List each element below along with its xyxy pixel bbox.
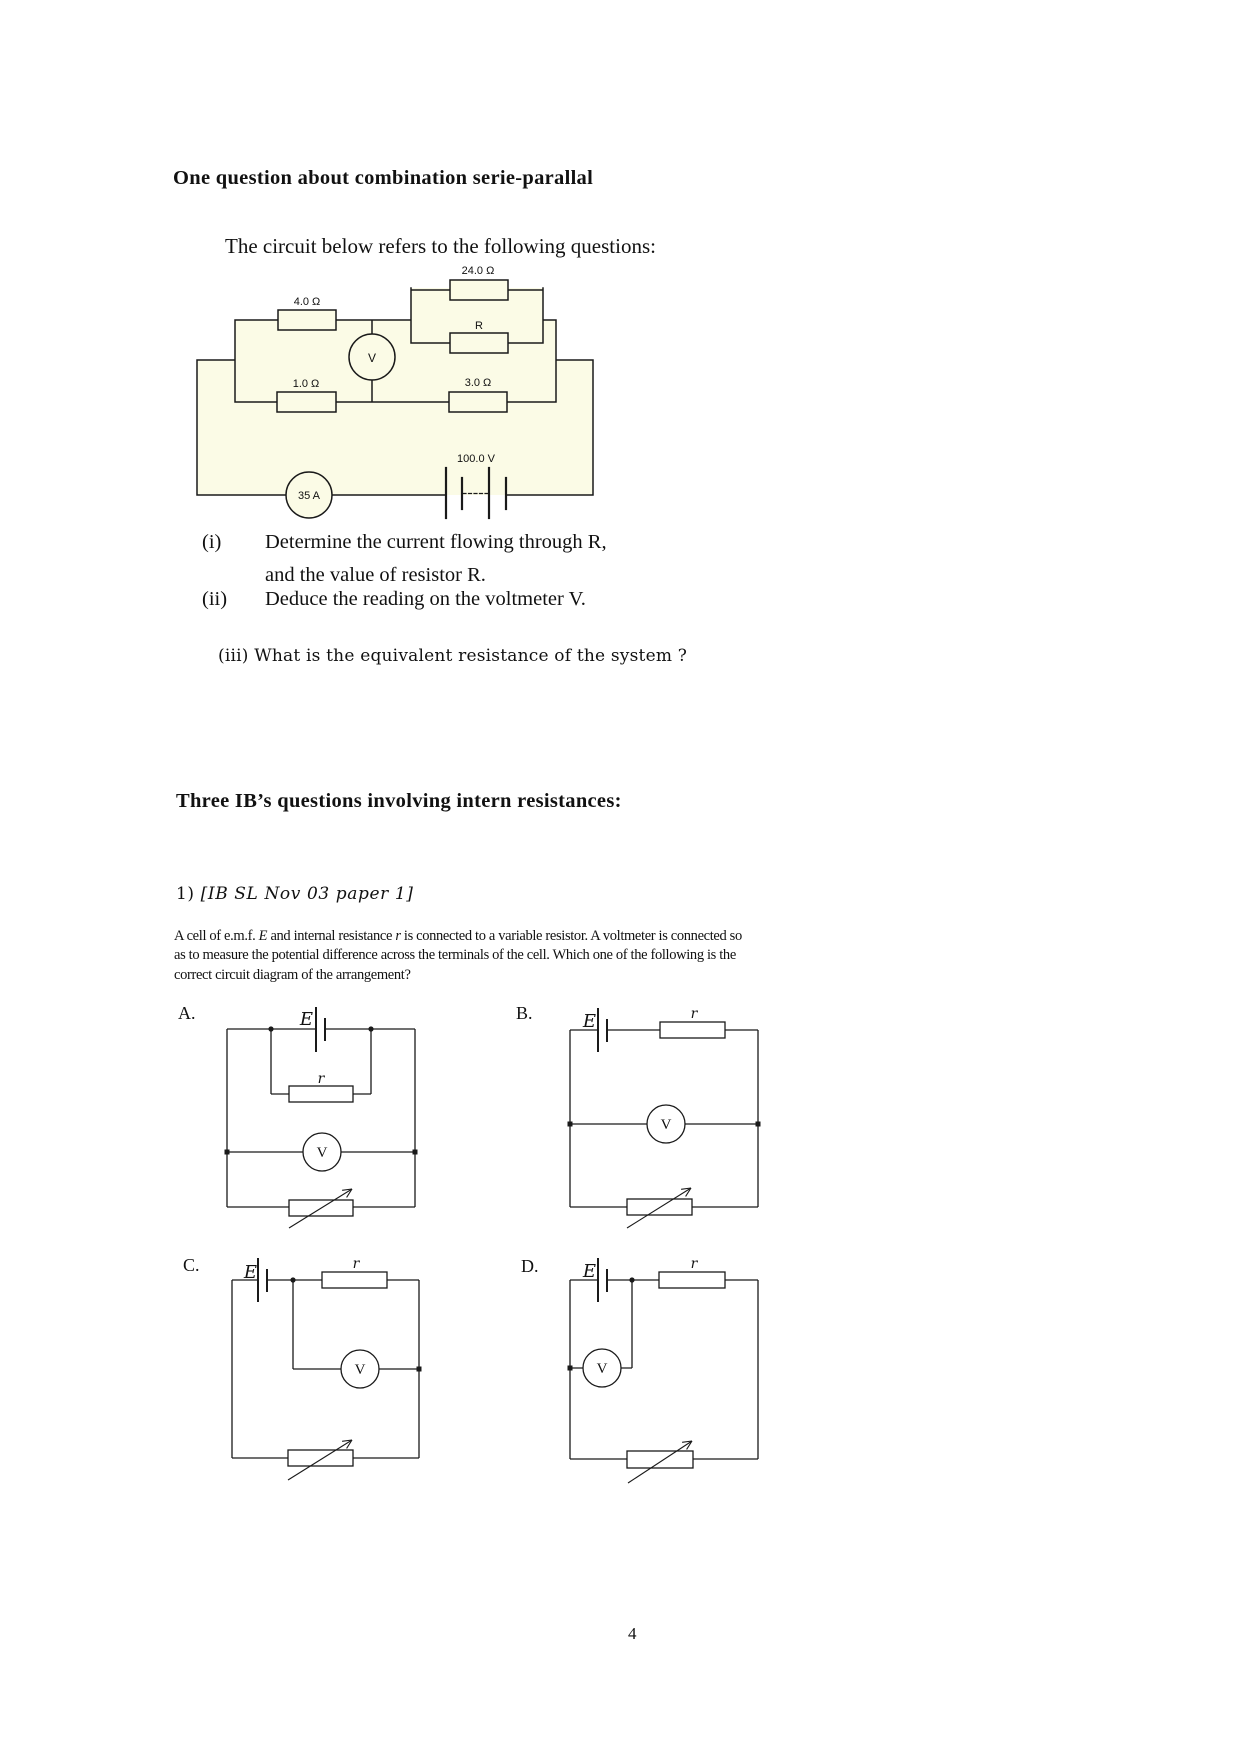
junction-dot <box>417 1367 422 1372</box>
section2-title: Three IB’s questions involving intern resistances: <box>176 790 622 812</box>
option-A-wires <box>227 1029 415 1207</box>
resistor-4ohm-label: 4.0 Ω <box>293 296 321 308</box>
internal-r-symbol-inline: r <box>395 928 401 944</box>
junction-dot <box>413 1150 418 1155</box>
ammeter-label: 35 A <box>297 490 321 502</box>
option-A-cell <box>316 1007 325 1052</box>
option-C-wires <box>232 1280 419 1458</box>
resistor-1ohm-label: 1.0 Ω <box>292 378 320 390</box>
question-iii-label: (iii) <box>218 646 249 666</box>
battery-voltage-label: 100.0 V <box>457 453 495 465</box>
resistor-4ohm-box <box>278 310 336 330</box>
option-A-circuit <box>178 1003 418 1228</box>
option-B-letter: B. <box>516 1003 533 1023</box>
circuit-intro-line: The circuit below refers to the following questions: <box>225 234 656 258</box>
resistor-24ohm-box <box>450 280 508 300</box>
option-A-internal-resistor-box <box>289 1086 353 1102</box>
resistor-1ohm-box <box>277 392 336 412</box>
option-C-emf-label: E <box>243 1262 257 1283</box>
option-C-cell <box>258 1258 267 1302</box>
emf-symbol-inline: E <box>258 928 268 944</box>
main-circuit <box>197 265 593 518</box>
question-ii-text: Deduce the reading on the voltmeter V. <box>265 588 586 610</box>
paragraph-line-1-pre: A cell of e.m.f. <box>174 928 259 944</box>
option-C-internal-r-label: r <box>352 1256 360 1272</box>
question-i-label: (i) <box>202 531 222 553</box>
section1-title: One question about combination serie-parallal <box>173 167 594 189</box>
option-B-voltmeter-label: V <box>660 1117 672 1133</box>
option-C-variable-resistor-box <box>288 1450 353 1466</box>
junction-dot <box>568 1122 573 1127</box>
option-B-internal-r-label: r <box>690 1006 698 1022</box>
option-D-emf-label: E <box>582 1261 596 1282</box>
resistor-3ohm-label: 3.0 Ω <box>464 377 492 389</box>
option-D-circuit <box>521 1256 758 1483</box>
option-D-internal-r-label: r <box>690 1256 698 1272</box>
option-B-emf-label: E <box>582 1011 596 1032</box>
junction-dot <box>290 1277 295 1282</box>
option-B-circuit <box>516 1003 761 1228</box>
resistor-24ohm-label: 24.0 Ω <box>461 265 495 277</box>
option-A-internal-r-label: r <box>317 1071 325 1087</box>
option-A-voltmeter-label: V <box>316 1145 328 1161</box>
option-D-internal-resistor-box <box>659 1272 725 1288</box>
option-A-emf-label: E <box>299 1009 313 1030</box>
resistor-R-box <box>450 333 508 353</box>
page-number: 4 <box>628 1624 637 1643</box>
question-ii-label: (ii) <box>202 588 228 610</box>
option-C-internal-resistor-box <box>322 1272 387 1288</box>
option-D-voltmeter-label: V <box>596 1361 608 1377</box>
citation-prefix: 1) <box>176 884 201 904</box>
citation-ref: [IB SL Nov 03 paper 1] <box>200 884 414 904</box>
question-i-text-2: and the value of resistor R. <box>265 564 486 586</box>
option-A-letter: A. <box>178 1003 196 1023</box>
paragraph-line-3: correct circuit diagram of the arrangement? <box>174 966 411 983</box>
voltmeter-label: V <box>367 351 377 365</box>
junction-dot <box>368 1026 373 1031</box>
option-B-variable-resistor-box <box>627 1199 692 1215</box>
option-B-internal-resistor-box <box>660 1022 725 1038</box>
junction-dot <box>629 1277 634 1282</box>
junction-dot <box>756 1122 761 1127</box>
option-D-variable-resistor-box <box>627 1451 693 1468</box>
junction-dot <box>568 1366 573 1371</box>
option-D-letter: D. <box>521 1256 539 1276</box>
option-B-cell <box>598 1008 607 1052</box>
option-C-voltmeter-label: V <box>354 1362 366 1378</box>
option-D-cell <box>598 1258 607 1302</box>
paragraph-line-2: as to measure the potential difference across the terminals of the cell. Which one of the following is the <box>174 947 736 964</box>
main-circuit-background <box>197 288 593 495</box>
question-i-text: Determine the current flowing through R, <box>265 531 607 553</box>
junction-dot <box>268 1026 273 1031</box>
option-C-letter: C. <box>183 1255 200 1275</box>
paragraph-line-1-post: is connected to a variable resistor. A voltmeter is connected so <box>400 928 742 944</box>
junction-dot <box>225 1150 230 1155</box>
paragraph-line-1-mid: and internal resistance <box>267 928 396 944</box>
resistor-3ohm-box <box>449 392 507 412</box>
option-C-circuit <box>183 1255 422 1480</box>
question-iii-text: What is the equivalent resistance of the system ? <box>254 646 688 666</box>
resistor-R-label: R <box>475 320 483 332</box>
